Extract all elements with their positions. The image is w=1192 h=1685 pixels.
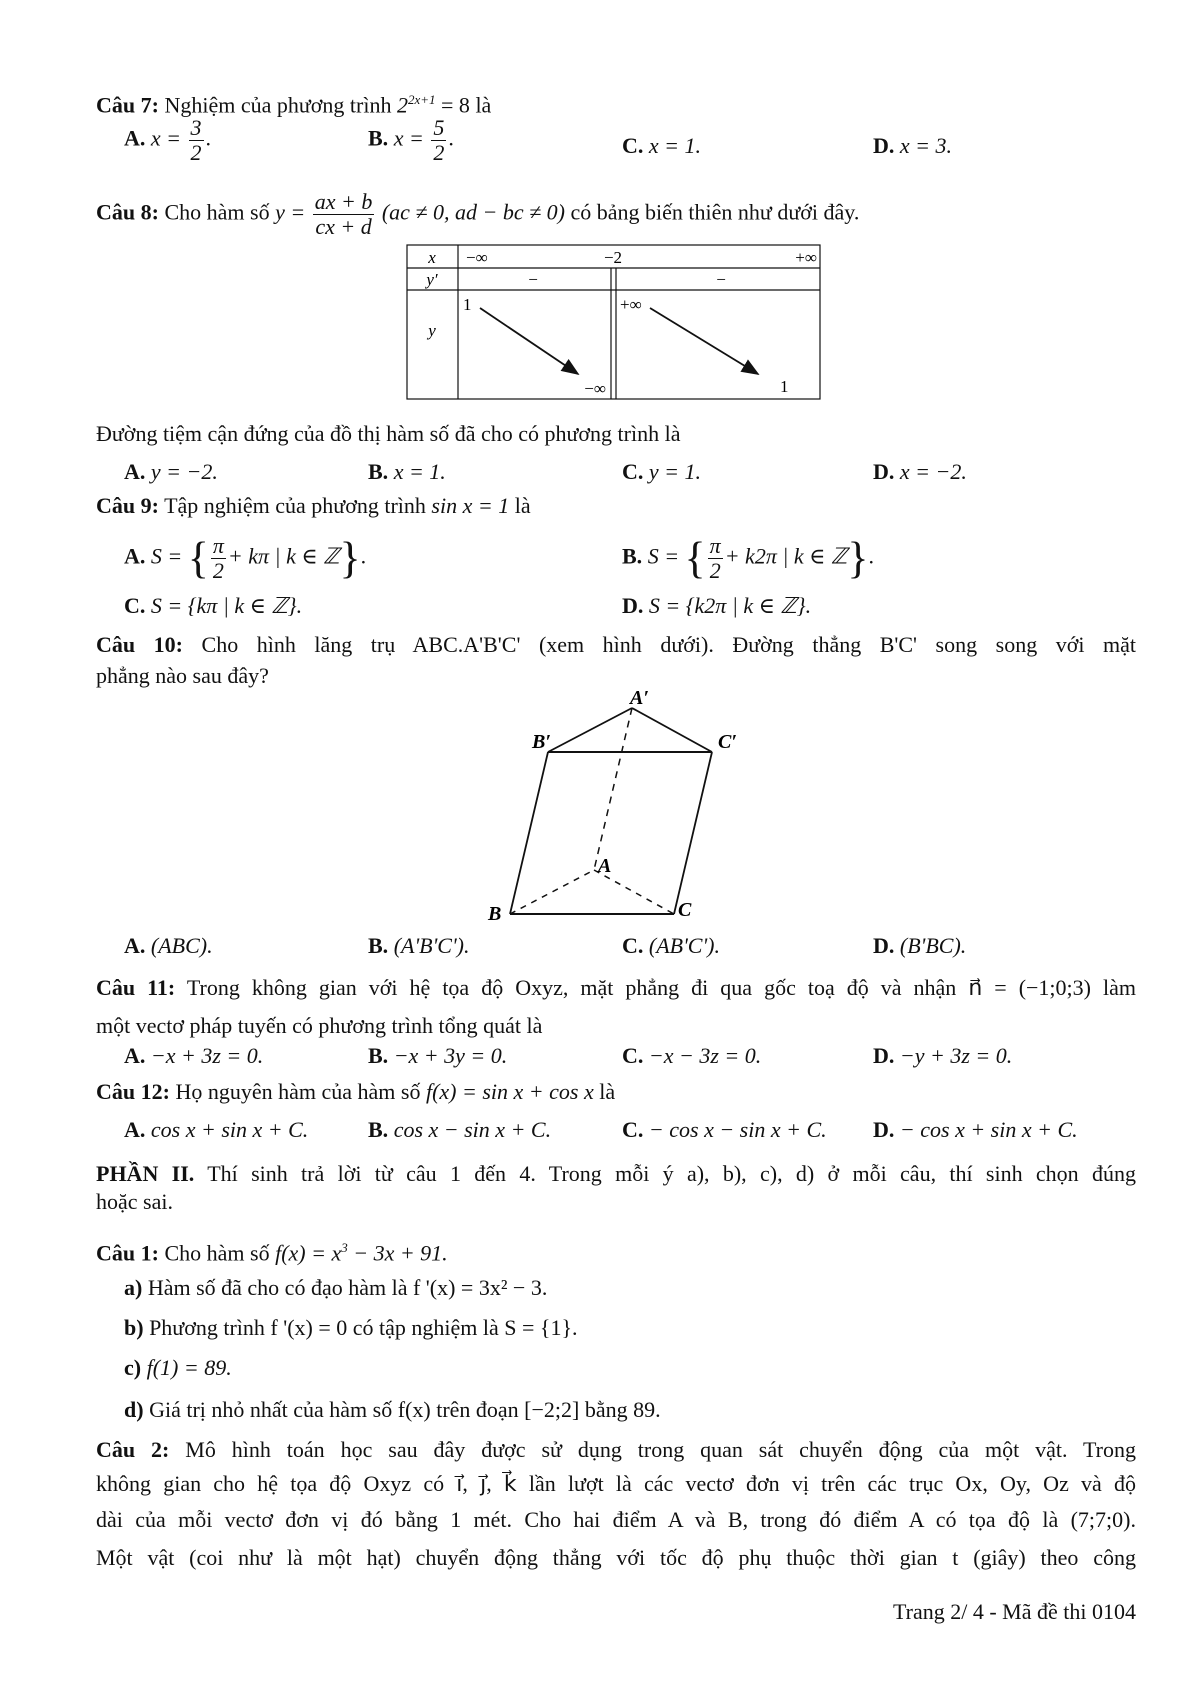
q7-option-c[interactable]: C. x = 1.	[622, 133, 702, 158]
p2q2-line2: không gian cho hệ tọa độ Oxyz có i⃗, j⃗, k⃗ lần lượt là các vectơ đơn vị trên các trục Ox, Oy, Oz và độ	[96, 1471, 1136, 1496]
table-arrow-right	[650, 308, 758, 374]
q10-option-b[interactable]: B. (A'B'C').	[368, 933, 470, 958]
table-sign-left: −	[528, 270, 538, 289]
q8-option-d[interactable]: D. x = −2.	[873, 459, 967, 484]
p2q2-label: Câu 2:	[96, 1437, 170, 1462]
p2q1-item-d[interactable]: d) Giá trị nhỏ nhất của hàm số f(x) trên đoạn [−2;2] bằng 89.	[124, 1397, 661, 1422]
q10-stem-line1: Câu 10: Cho hình lăng trụ ABC.A'B'C' (xem hình dưới). Đường thẳng B'C' song song với mặt	[96, 632, 1136, 657]
table-yprime-label: y′	[426, 270, 438, 289]
q11-stem-line2: một vectơ pháp tuyến có phương trình tổng quát là	[96, 1013, 543, 1038]
q9-option-d[interactable]: D. S = {k2π | k ∈ ℤ}.	[622, 593, 812, 618]
p2q1-item-b[interactable]: b) Phương trình f '(x) = 0 có tập nghiệm là S = {1}.	[124, 1315, 578, 1340]
q11-label: Câu 11:	[96, 975, 176, 1000]
q11-option-c[interactable]: C. −x − 3z = 0.	[622, 1043, 762, 1068]
q12-stem: Câu 12: Họ nguyên hàm của hàm số f(x) = sin x + cos x là	[96, 1079, 616, 1104]
vertex-a: A	[598, 855, 612, 877]
table-x-mid: −2	[603, 248, 623, 267]
q12-option-c[interactable]: C. − cos x − sin x + C.	[622, 1117, 827, 1142]
q9-label: Câu 9:	[96, 493, 159, 518]
q12-option-b[interactable]: B. cos x − sin x + C.	[368, 1117, 552, 1142]
vertex-b: B	[488, 903, 502, 924]
q8-question: Đường tiệm cận đứng của đồ thị hàm số đã cho có phương trình là	[96, 421, 681, 446]
q12-option-a[interactable]: A. cos x + sin x + C.	[124, 1117, 309, 1142]
table-x-right: +∞	[795, 248, 817, 267]
prism-figure	[470, 684, 760, 924]
vertex-c-prime: C′	[718, 731, 737, 753]
q7-label: Câu 7:	[96, 92, 159, 118]
vertex-b-prime: B′	[532, 731, 551, 753]
q8-stem: Câu 8: Cho hàm số y = $\frac{ax + b}{cx + d}$ (ac ≠ 0, ad − bc ≠ 0) có bảng biến thiên như dưới đây.	[96, 189, 860, 239]
q9-option-b[interactable]: B. S = { $\frac{\pi}{2}$ + k2π | k ∈ ℤ}.	[622, 533, 874, 583]
q8-option-b[interactable]: B. x = 1.	[368, 459, 446, 484]
q9-stem: Câu 9: Tập nghiệm của phương trình sin x = 1 là	[96, 493, 531, 518]
q10-option-a[interactable]: A. (ABC).	[124, 933, 213, 958]
q10-option-c[interactable]: C. (AB'C').	[622, 933, 721, 958]
q10-option-d[interactable]: D. (B'BC).	[873, 933, 967, 958]
p2q1-item-a[interactable]: a) Hàm số đã cho có đạo hàm là f '(x) = 3x² − 3.	[124, 1275, 548, 1300]
vertex-c: C	[678, 899, 692, 921]
table-y-right-bottom: 1	[780, 377, 789, 396]
q12-option-d[interactable]: D. − cos x + sin x + C.	[873, 1117, 1078, 1142]
p2q2-line1: Câu 2: Mô hình toán học sau đây được sử dụng trong quan sát chuyển động của một vật. Trong	[96, 1437, 1137, 1462]
q7-stem: Câu 7: Nghiệm của phương trình $2^{2x+1} = 8$ là	[96, 92, 492, 118]
q11-option-a[interactable]: A. −x + 3z = 0.	[124, 1043, 264, 1068]
q12-label: Câu 12:	[96, 1079, 170, 1104]
p2q2-line4: Một vật (coi như là một hạt) chuyển động thẳng với tốc độ phụ thuộc thời gian t (giây) theo công	[96, 1545, 1136, 1570]
table-arrow-left	[480, 308, 578, 374]
q11-option-b[interactable]: B. −x + 3y = 0.	[368, 1043, 508, 1068]
q11-stem-line1: Câu 11: Trong không gian với hệ tọa độ Oxyz, mặt phẳng đi qua gốc toạ độ và nhận n⃗ = (−1;0;3) làm	[96, 975, 1136, 1000]
table-x-left: −∞	[466, 248, 488, 267]
part2-header-line2: hoặc sai.	[96, 1189, 173, 1214]
table-x-label: x	[428, 248, 436, 267]
table-y-left-bottom: −∞	[584, 379, 606, 398]
p2q2-line3: dài của mỗi vectơ đơn vị đó bằng 1 mét. Cho hai điểm A và B, trong đó điểm A có tọa độ là (7;7;0).	[96, 1507, 1136, 1532]
table-sign-right: −	[716, 270, 726, 289]
q10-label: Câu 10:	[96, 632, 183, 657]
p2q1-label: Câu 1:	[96, 1240, 159, 1266]
variation-table	[406, 244, 822, 402]
q7-option-a[interactable]: A. x = $\frac{3}{2}$ .	[124, 115, 212, 165]
q9-option-c[interactable]: C. S = {kπ | k ∈ ℤ}.	[124, 593, 303, 618]
q7-option-d[interactable]: D. x = 3.	[873, 133, 953, 158]
vertex-a-prime: A′	[630, 687, 649, 709]
q7-option-b[interactable]: B. x = $\frac{5}{2}$ .	[368, 115, 454, 165]
q8-option-a[interactable]: A. y = −2.	[124, 459, 218, 484]
q9-option-a[interactable]: A. S = { $\frac{\pi}{2}$ + kπ | k ∈ ℤ}.	[124, 533, 367, 583]
q10-stem-line2: phẳng nào sau đây?	[96, 663, 269, 688]
p2q1-stem: Câu 1: Cho hàm số $f(x) = x^3 - 3x + 91$.	[96, 1240, 448, 1266]
q8-option-c[interactable]: C. y = 1.	[622, 459, 702, 484]
q11-option-d[interactable]: D. −y + 3z = 0.	[873, 1043, 1013, 1068]
table-y-label: y	[428, 321, 436, 340]
q8-label: Câu 8:	[96, 199, 159, 225]
page-footer: Trang 2/ 4 - Mã đề thi 0104	[892, 1599, 1136, 1624]
p2q1-item-c[interactable]: c) f(1) = 89.	[124, 1355, 232, 1380]
part2-label: PHẦN II.	[96, 1161, 195, 1186]
table-y-right-top: +∞	[620, 295, 642, 314]
table-y-left-top: 1	[463, 295, 472, 314]
part2-header-line1: PHẦN II. Thí sinh trả lời từ câu 1 đến 4. Trong mỗi ý a), b), c), d) ở mỗi câu, thí sinh chọn đúng	[96, 1161, 1136, 1186]
